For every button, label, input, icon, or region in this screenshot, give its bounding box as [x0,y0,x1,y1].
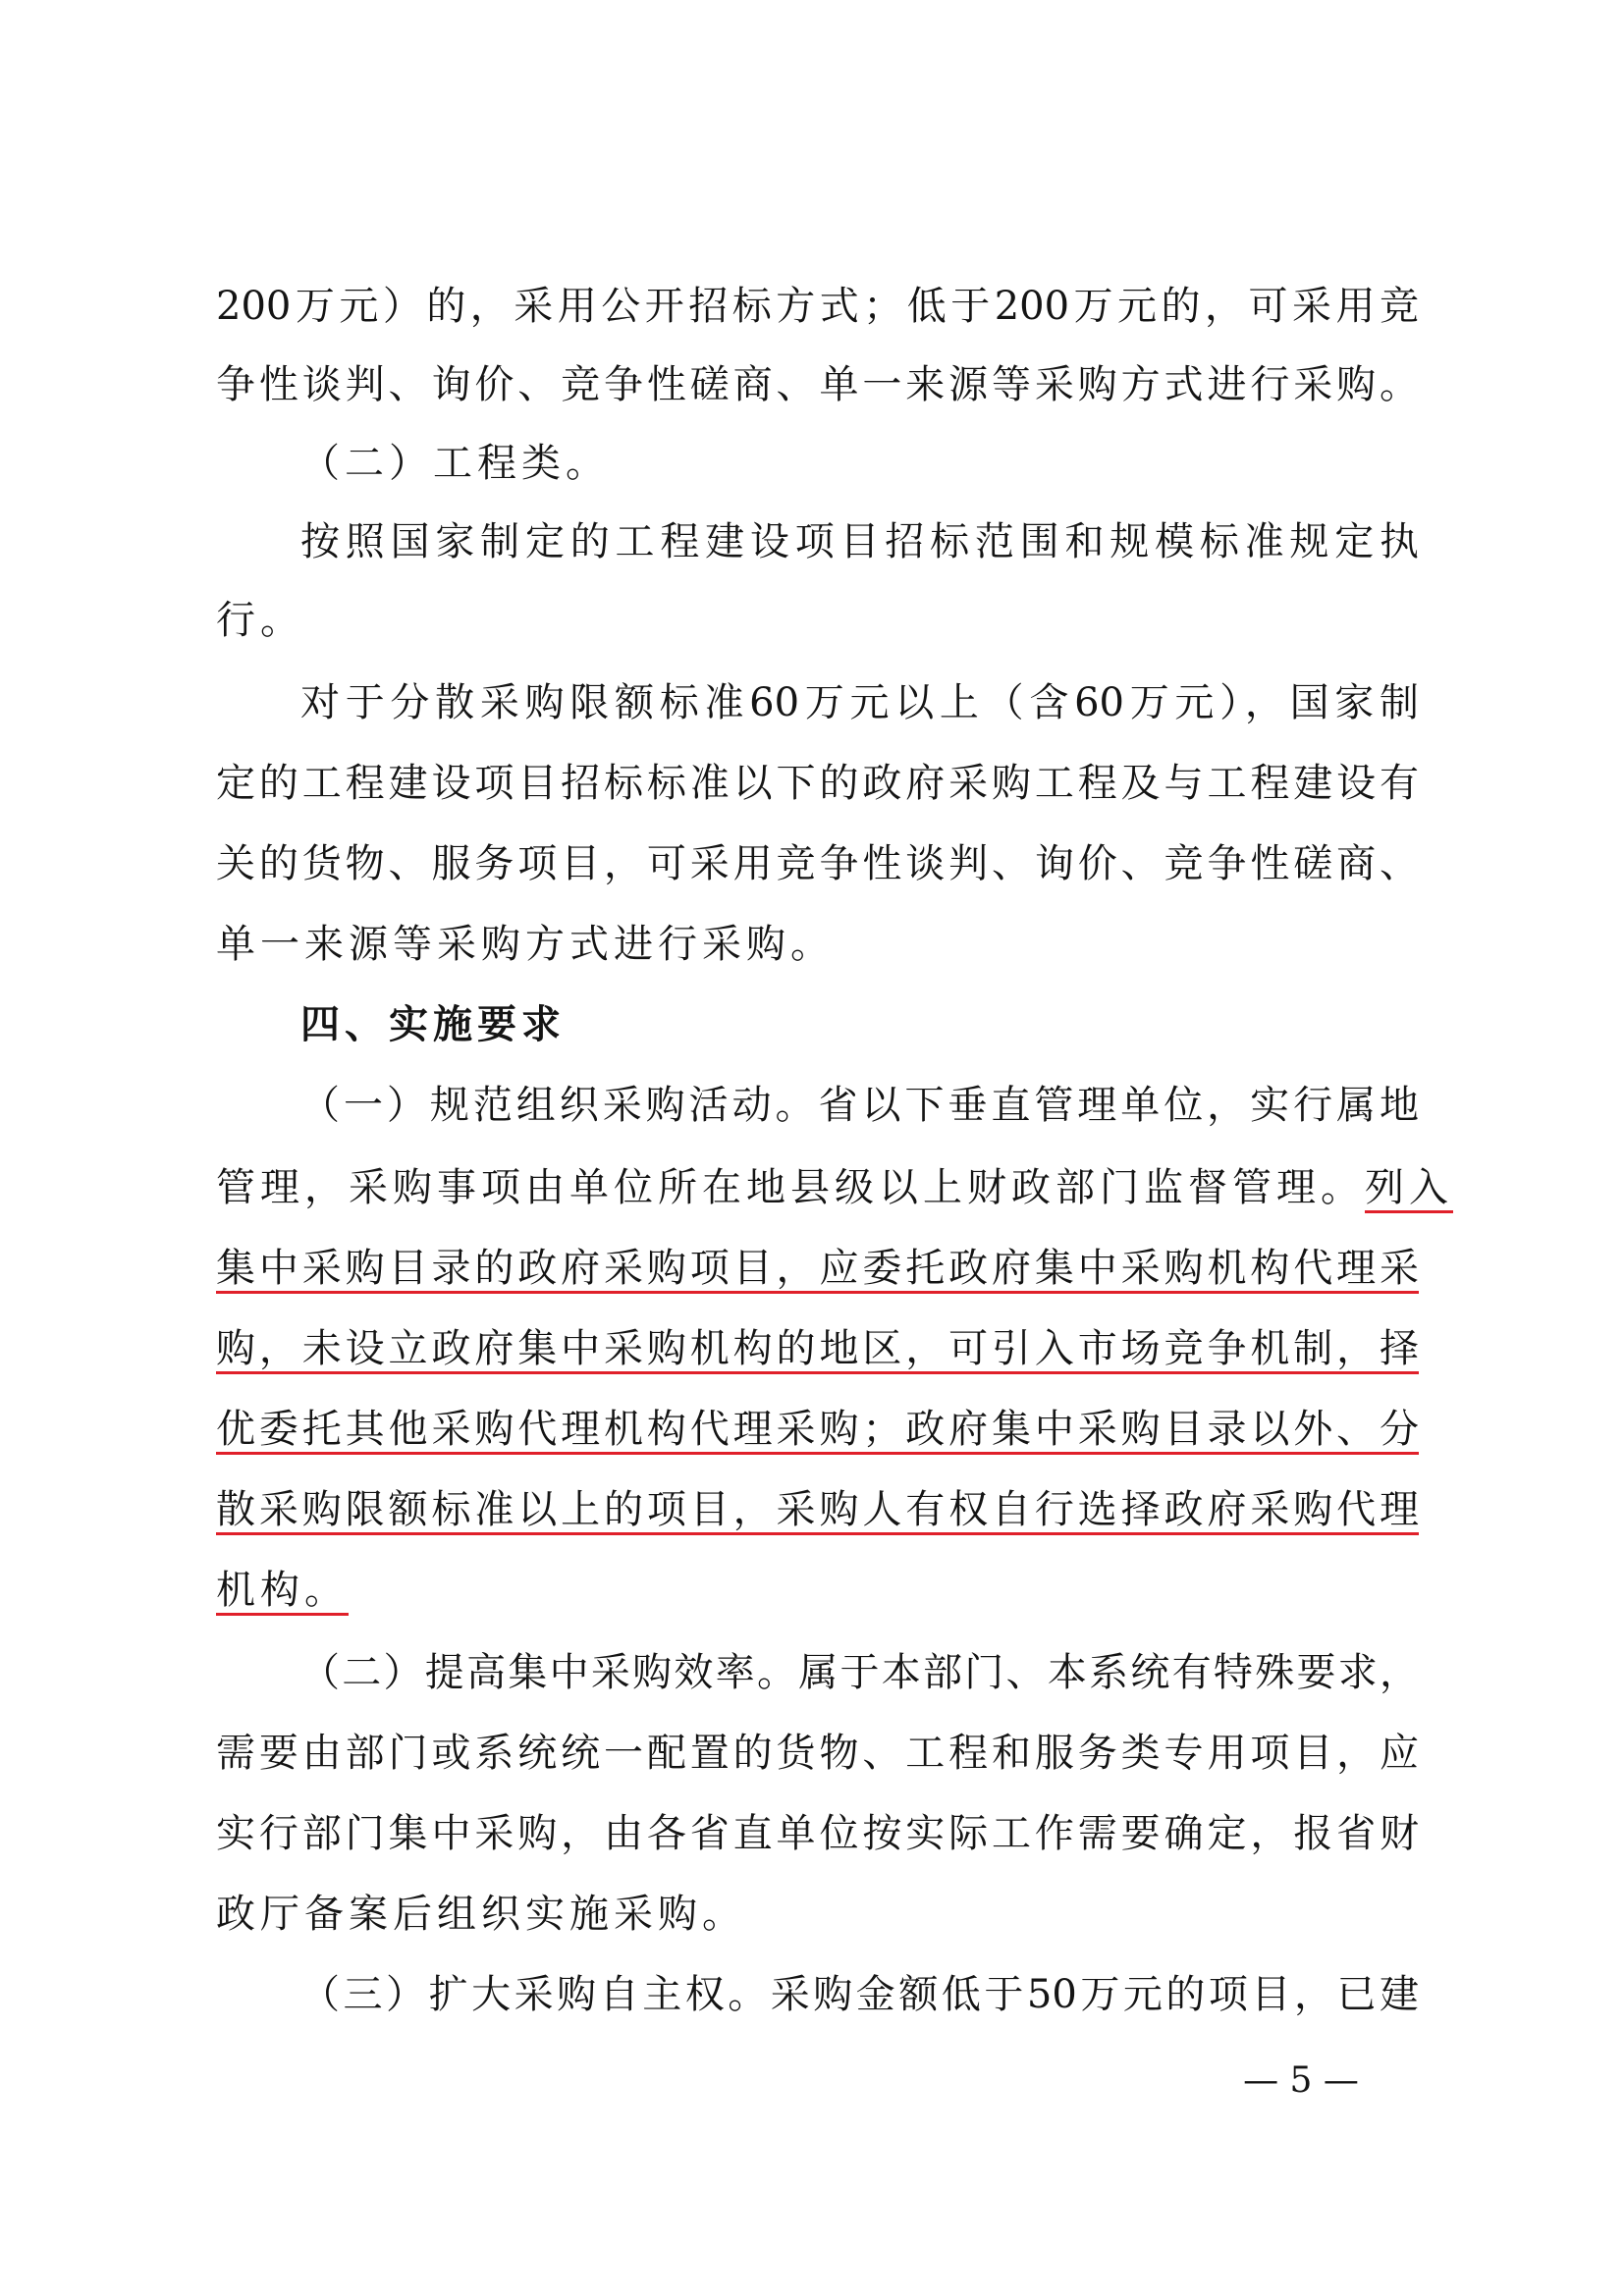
underlined-line [216,1319,1419,1378]
paragraph-line: 定的工程建设项目招标标准以下的政府采购工程及与工程建设有 [216,761,1419,806]
paragraph-line: （二）提高集中采购效率。属于本部门、本系统有特殊要求， [300,1650,1419,1695]
underlined-text: 散采购限额标准以上的项目，采购人有权自行选择政府采购代理 [216,1487,1419,1532]
paragraph-line: 实行部门集中采购，由各省直单位按实际工作需要确定，报省财 [216,1811,1419,1856]
paragraph-line: 按照国家制定的工程建设项目招标范围和规模标准规定执 [300,519,1419,564]
section-heading-requirements: 四、实施要求 [300,1001,566,1047]
underlined-line [216,1561,1419,1620]
underlined-text: 优委托其他采购代理机构代理采购；政府集中采购目录以外、分 [216,1407,1419,1452]
paragraph-line: （三）扩大采购自主权。采购金额低于50万元的项目，已建 [300,1972,1419,2017]
underlined-text: 机构。 [216,1568,349,1613]
paragraph-line: （一）规范组织采购活动。省以下垂直管理单位，实行属地 [300,1083,1419,1128]
page-number: — 5 — [1243,2060,1359,2101]
paragraph-line: 单一来源等采购方式进行采购。 [216,922,835,967]
section-heading-engineering: （二）工程类。 [300,441,610,486]
paragraph-text: 管理，采购事项由单位所在地县级以上财政部门监督管理。 [216,1165,1365,1210]
paragraph-line: 200万元）的，采用公开招标方式；低于200万元的，可采用竞 [216,284,1419,329]
paragraph-line: 对于分散采购限额标准60万元以上（含60万元），国家制 [300,680,1419,725]
underlined-line [216,1239,1419,1298]
paragraph-line: 争性谈判、询价、竞争性磋商、单一来源等采购方式进行采购。 [216,362,1419,407]
paragraph-line: 政厅备案后组织实施采购。 [216,1892,746,1937]
underlined-text: 集中采购目录的政府采购项目，应委托政府集中采购机构代理采 [216,1246,1419,1291]
underlined-text: 购，未设立政府集中采购机构的地区，可引入市场竞争机制，择 [216,1326,1419,1371]
paragraph-line [216,1158,1453,1217]
underlined-text: 列入 [1365,1165,1453,1210]
underlined-line [216,1480,1419,1539]
underlined-line [216,1400,1419,1459]
paragraph-line: 关的货物、服务项目，可采用竞争性谈判、询价、竞争性磋商、 [216,841,1419,886]
paragraph-line: 需要由部门或系统统一配置的货物、工程和服务类专用项目，应 [216,1731,1419,1776]
paragraph-line: 行。 [216,598,304,643]
